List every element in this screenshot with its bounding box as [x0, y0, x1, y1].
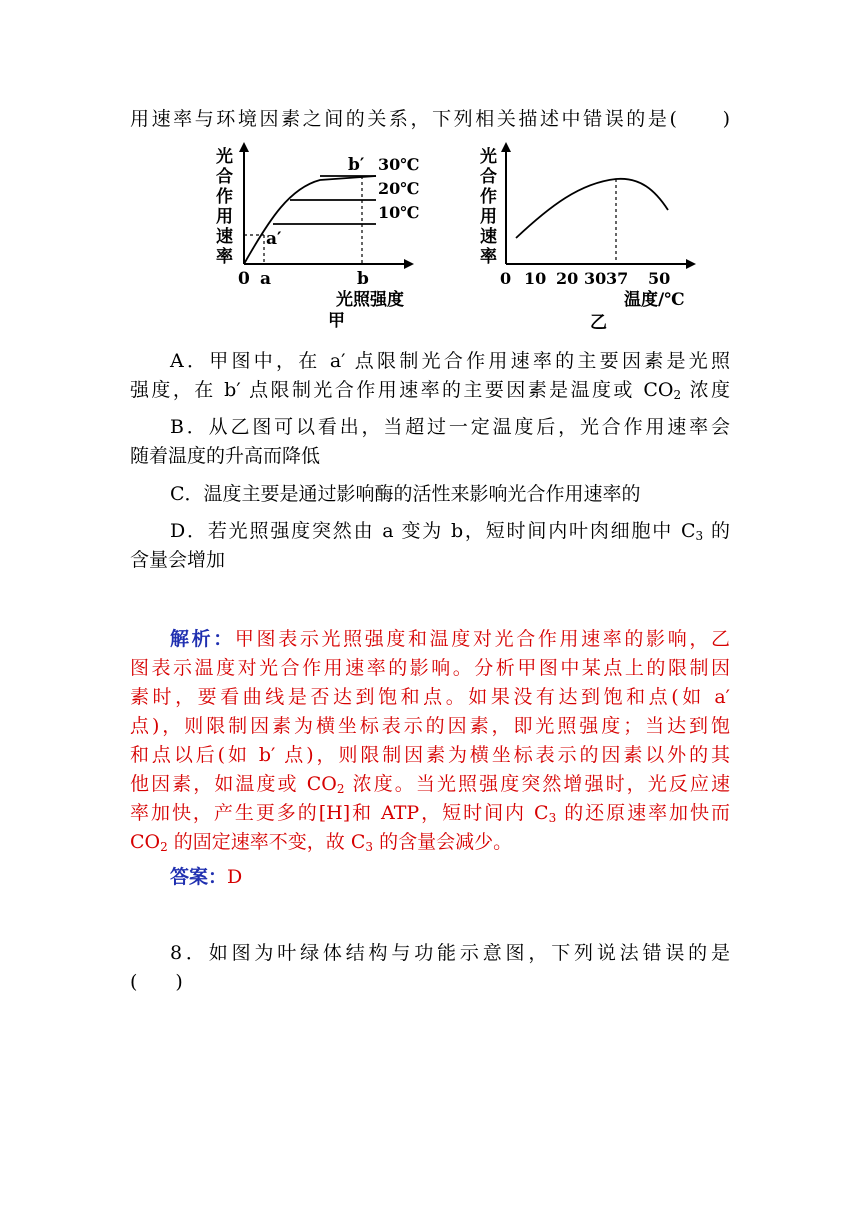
option-a-line1: A．甲图中，在 a′ 点限制光合作用速率的主要因素是光照	[170, 350, 730, 372]
answer-label: 答案：	[170, 866, 228, 888]
option-c-line1: C．温度主要是通过影响酶的活性来影响光合作用速率的	[170, 483, 641, 505]
jia-b-prime: b′	[348, 155, 365, 175]
figure-jia	[216, 142, 419, 331]
yi-ylabel-4: 用	[480, 207, 497, 227]
yi-tick-50: 50	[648, 269, 671, 288]
yi-ylabel-2: 合	[480, 167, 497, 187]
answer-line	[130, 864, 730, 890]
yi-ylabel-3: 作	[480, 187, 497, 207]
analysis-line8: $CO_2$ 的固定速率不变，故 $C_3$ 的含量会减少。	[130, 831, 513, 854]
yi-curve	[516, 179, 668, 238]
option-b-line1: B．从乙图可以看出，当超过一定温度后，光合作用速率会	[170, 416, 730, 438]
jia-label-20: 20℃	[378, 179, 420, 198]
answer-value: D	[227, 866, 243, 888]
option-d-line1: D．若光照强度突然由 a 变为 b，短时间内叶肉细胞中 $C_3$ 的	[170, 520, 730, 543]
analysis-line7: 率加快，产生更多的[H]和 ATP，短时间内 $C_3$ 的还原速率加快而	[130, 802, 730, 825]
jia-ylabel-3: 作	[216, 187, 233, 207]
question8-line2: ( )	[130, 971, 183, 993]
yi-tick-10: 10	[524, 269, 547, 288]
yi-tick-37: 37	[606, 269, 629, 288]
option-d-line2: 含量会增加	[130, 549, 226, 571]
jia-ylabel-2: 合	[216, 167, 233, 187]
jia-y-arrow	[239, 142, 249, 152]
option-b-line2: 随着温度的升高而降低	[130, 445, 321, 467]
jia-ylabel-4: 用	[216, 207, 233, 227]
analysis-line4: 点)，则限制因素为横坐标表示的因素，即光照强度；当达到饱	[130, 715, 730, 737]
yi-y-arrow	[501, 142, 511, 152]
jia-tick-a: a	[260, 269, 272, 289]
jia-ylabel-6: 率	[216, 247, 233, 267]
jia-curve-30	[244, 176, 376, 264]
figure-yi	[480, 142, 696, 333]
analysis-line1: 解析：甲图表示光照强度和温度对光合作用速率的影响，乙	[170, 628, 730, 650]
analysis-line6: 他因素，如温度或 $CO_2$ 浓度。当光照强度突然增强时，光反应速	[130, 773, 730, 796]
jia-label-30: 30℃	[378, 155, 420, 174]
yi-ylabel-5: 速	[480, 227, 497, 247]
yi-caption: 乙	[590, 313, 607, 333]
yi-x-label: 温度/℃	[624, 290, 685, 310]
yi-tick-30: 30	[584, 269, 607, 288]
jia-x-label: 光照强度	[336, 290, 404, 310]
question8-line1: 8．如图为叶绿体结构与功能示意图，下列说法错误的是	[170, 942, 730, 964]
yi-ylabel-6: 率	[480, 247, 497, 267]
yi-x-arrow	[686, 259, 696, 269]
jia-tick-b: b	[357, 269, 369, 289]
analysis-line5: 和点以后(如 b′ 点)，则限制因素为横坐标表示的因素以外的其	[130, 744, 730, 766]
jia-a-prime: a′	[266, 229, 282, 249]
jia-label-10: 10℃	[378, 203, 420, 222]
jia-caption: 甲	[328, 311, 345, 331]
jia-ylabel-1: 光	[216, 147, 233, 167]
yi-tick-0: 0	[500, 269, 512, 288]
yi-tick-20: 20	[556, 269, 579, 288]
option-a-line2: 强度，在 b′ 点限制光合作用速率的主要因素是温度或 $CO_2$ 浓度	[130, 379, 730, 402]
jia-ylabel-5: 速	[216, 227, 233, 247]
analysis-line3: 素时，要看曲线是否达到饱和点。如果没有达到饱和点(如 a′	[130, 686, 730, 708]
analysis-label: 解析：	[170, 628, 235, 650]
yi-ylabel-1: 光	[480, 147, 497, 167]
analysis-line2: 图表示温度对光合作用速率的影响。分析甲图中某点上的限制因	[130, 657, 730, 679]
jia-origin: 0	[238, 269, 250, 289]
jia-x-arrow	[404, 259, 414, 269]
figures	[200, 138, 700, 338]
question-intro-tail: 用速率与环境因素之间的关系，下列相关描述中错误的是( )	[130, 108, 730, 130]
